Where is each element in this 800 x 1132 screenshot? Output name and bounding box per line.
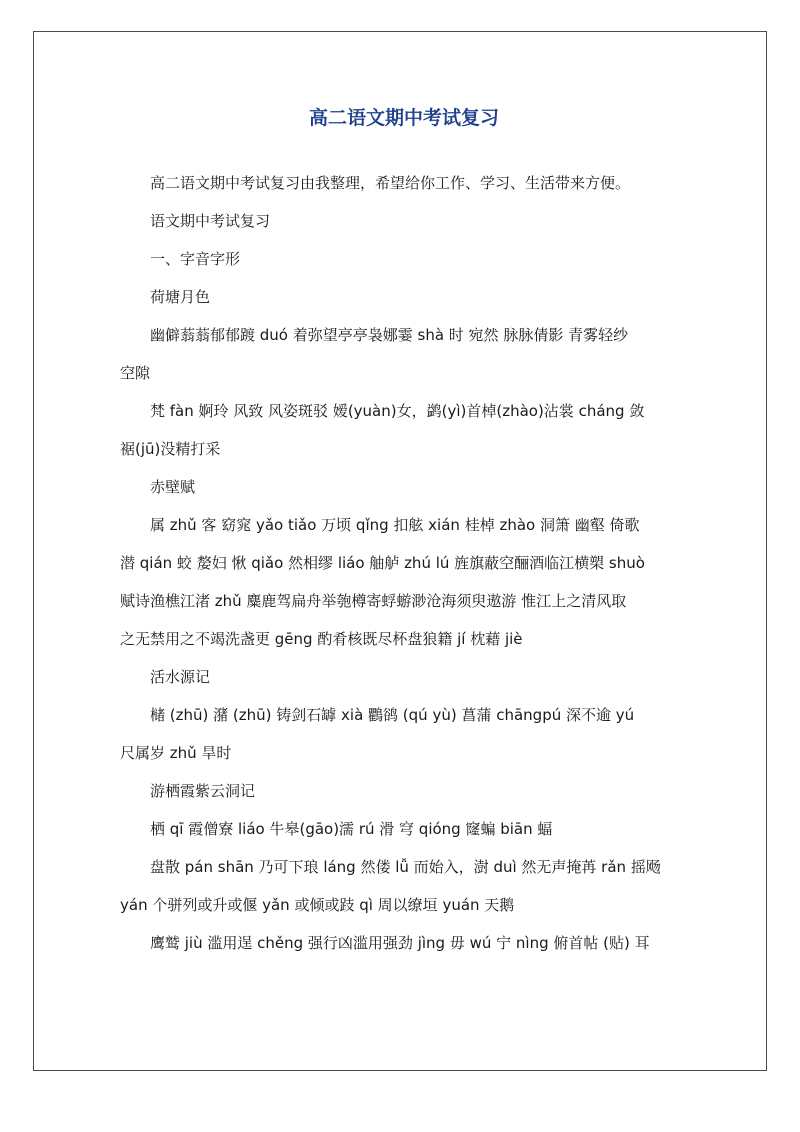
text-line: 空隙 bbox=[120, 364, 151, 382]
text-line: 活水源记 bbox=[150, 668, 211, 686]
text-line: 语文期中考试复习 bbox=[150, 212, 271, 230]
text-line: 高二语文期中考试复习由我整理，希望给你工作、学习、生活带来方便。 bbox=[150, 174, 631, 192]
text-line: 赤壁赋 bbox=[150, 478, 196, 496]
text-line: 鹰鹫 jiù 滥用逞 chěng 强行凶滥用强劲 jìng 毋 wú 宁 nìng 俯首帖 (贴) 耳 bbox=[150, 934, 650, 952]
document-title: 高二语文期中考试复习 bbox=[308, 107, 499, 129]
text-line: 荷塘月色 bbox=[150, 288, 211, 306]
text-line: 槠 (zhū) 潴 (zhū) 铸剑石罅 xià 鸜鹆 (qú yù) 菖蒲 chāngpú 深不逾 yú bbox=[150, 706, 635, 724]
text-line: 幽僻蓊蓊郁郁踱 duó 着弥望亭亭袅娜霎 shà 时 宛然 脉脉倩影 青雾轻纱 bbox=[150, 326, 629, 344]
text-line: 尺属岁 zhǔ 旱时 bbox=[120, 744, 232, 762]
text-line: 一、字音字形 bbox=[150, 250, 241, 268]
text-line: 潜 qián 蛟 嫠妇 愀 qiǎo 然相缪 liáo 舳舻 zhú lú 旌旗蔽空酾酒临江横槊 shuò bbox=[120, 554, 645, 572]
text-line: 游栖霞紫云洞记 bbox=[150, 782, 256, 800]
text-line: 之无禁用之不竭洗盏更 gēng 酌肴核既尽杯盘狼籍 jí 枕藉 jiè bbox=[120, 630, 523, 648]
text-line: 栖 qī 霞僧寮 liáo 牛皋(gāo)濡 rú 滑 穹 qióng 窿蝙 biān 蝠 bbox=[150, 820, 553, 838]
text-line: 裾(jū)没精打采 bbox=[120, 440, 221, 458]
text-line: 赋诗渔樵江渚 zhǔ 麋鹿驾扁舟举匏樽寄蜉蝣渺沧海须臾遨游 惟江上之清风取 bbox=[120, 592, 627, 610]
text-line: 梵 fàn 婀玲 风致 风姿斑驳 嫒(yuàn)女，鹢(yì)首棹(zhào)沾裳 cháng 敛 bbox=[150, 402, 645, 420]
text-line: 属 zhǔ 客 窈窕 yǎo tiǎo 万顷 qǐng 扣舷 xián 桂棹 zhào 洞箫 幽壑 倚歌 bbox=[150, 516, 640, 534]
text-line: yán 个骈列或升或偃 yǎn 或倾或跂 qì 周以缭垣 yuán 天鹅 bbox=[120, 896, 515, 914]
document-paragraphs bbox=[120, 164, 688, 962]
text-line: 盘散 pán shān 乃可下琅 láng 然偻 lǚ 而始入，澍 duì 然无声掩苒 rǎn 摇飏 bbox=[150, 858, 661, 876]
document-body bbox=[120, 102, 688, 962]
